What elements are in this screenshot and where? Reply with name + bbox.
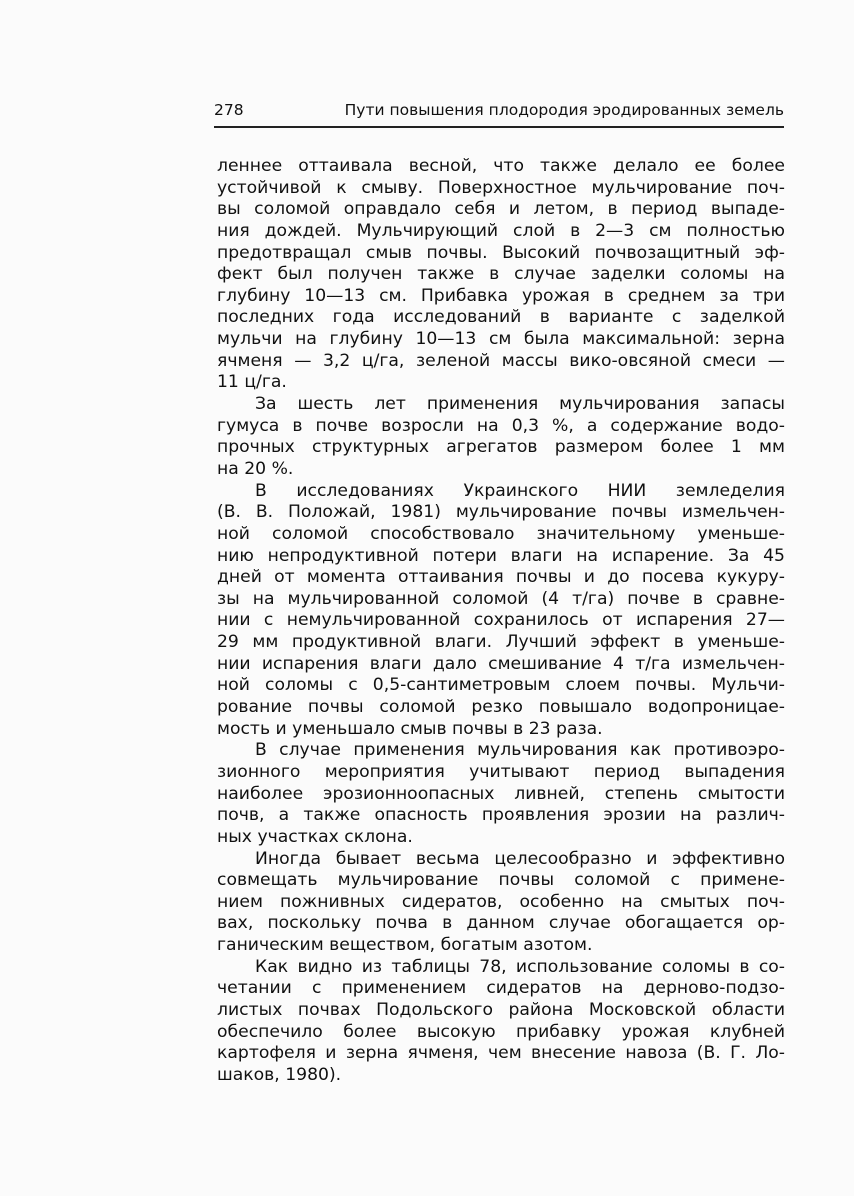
text-line: последних года исследований в варианте с заделкой	[217, 307, 785, 328]
text-line: ной соломой способствовало значительному уменьше-	[217, 523, 785, 544]
text-line: предотвращал смыв почвы. Высокий почвозащитный эф-	[217, 242, 785, 263]
page-header	[214, 96, 784, 128]
text-line: мость и уменьшало смыв почвы в 23 раза.	[217, 718, 603, 739]
text-line: совмещать мульчирование почвы соломой с примене-	[217, 870, 785, 891]
text-line: зы на мульчированной соломой (4 т/га) почве в сравне-	[217, 588, 785, 609]
text-line: 11 ц/га.	[217, 372, 287, 393]
text-line: шаков, 1980).	[217, 1064, 342, 1085]
text-line: глубину 10—13 см. Прибавка урожая в среднем за три	[217, 285, 785, 306]
text-line: За шесть лет применения мульчирования запасы	[255, 394, 785, 415]
text-line: устойчивой к смыву. Поверхностное мульчирование поч-	[217, 177, 785, 198]
text-line: прочных структурных агрегатов размером более 1 мм	[217, 437, 785, 458]
text-line: нию непродуктивной потери влаги на испарение. За 45	[217, 545, 785, 566]
text-line: ных участках склона.	[217, 826, 413, 847]
running-title: Пути повышения плодородия эродированных земель	[344, 101, 784, 119]
text-line: В случае применения мульчирования как противоэро-	[255, 740, 785, 761]
text-line: Иногда бывает весьма целесообразно и эффективно	[255, 848, 785, 869]
text-line: рование почвы соломой резко повышало водопроницае-	[217, 697, 785, 718]
text-line: нии с немульчированной сохранилось от испарения 27—	[217, 610, 785, 631]
text-line: ной соломы с 0,5-сантиметровым слоем почвы. Мульчи-	[217, 675, 785, 696]
text-line: нием пожнивных сидератов, особенно на смытых поч-	[217, 891, 785, 912]
text-line: наиболее эрозионноопасных ливней, степень смытости	[217, 783, 785, 804]
text-line: Как видно из таблицы 78, использование соломы в со-	[255, 956, 785, 977]
text-line: почв, а также опасность проявления эрозии на различ-	[217, 805, 785, 826]
text-line: гумуса в почве возросли на 0,3 %, а содержание водо-	[217, 415, 785, 436]
text-line: листых почвах Подольского района Московской области	[217, 999, 785, 1020]
text-line: 29 мм продуктивной влаги. Лучший эффект в уменьше-	[217, 632, 785, 653]
text-line: нии испарения влаги дало смешивание 4 т/га измельчен-	[217, 653, 785, 674]
text-line: обеспечило более высокую прибавку урожая клубней	[217, 1021, 785, 1042]
page-number: 278	[214, 101, 244, 119]
text-line: дней от момента оттаивания почвы и до посева кукуру-	[217, 567, 785, 588]
text-line: вы соломой оправдало себя и летом, в период выпаде-	[217, 199, 785, 220]
text-line: леннее оттаивала весной, что также делало ее более	[217, 156, 785, 176]
text-line: фект был получен также в случае заделки соломы на	[217, 264, 785, 285]
text-line: зионного мероприятия учитывают период выпадения	[217, 761, 785, 782]
text-line: ганическим веществом, богатым азотом.	[217, 935, 593, 956]
text-line: мульчи на глубину 10—13 см была максимальной: зерна	[217, 329, 785, 350]
text-line: ячменя — 3,2 ц/га, зеленой массы вико-овсяной смеси —	[217, 350, 785, 371]
body-text	[217, 156, 785, 1087]
text-line: картофеля и зерна ячменя, чем внесение навоза (В. Г. Ло-	[217, 1043, 785, 1064]
text-line: В исследованиях Украинского НИИ земледелия	[255, 480, 785, 501]
text-line: ния дождей. Мульчирующий слой в 2—3 см полностью	[217, 220, 785, 241]
text-line: четании с применением сидератов на дерново-подзо-	[217, 978, 785, 999]
text-line: вах, поскольку почва в данном случае обогащается ор-	[217, 913, 785, 934]
text-line: (В. В. Положай, 1981) мульчирование почвы измельчен-	[217, 502, 785, 523]
text-line: на 20 %.	[217, 458, 294, 479]
